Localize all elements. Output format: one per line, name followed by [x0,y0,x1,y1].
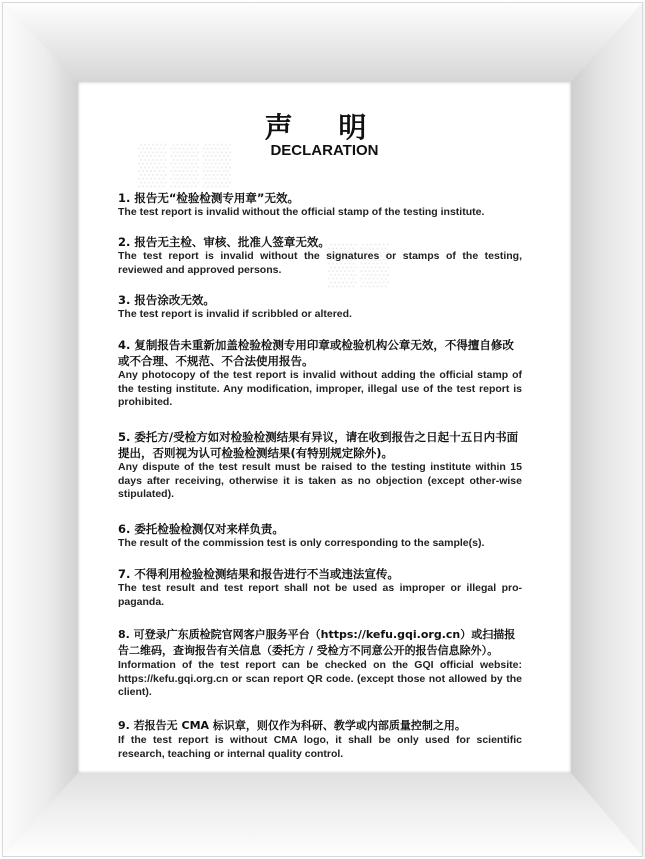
item-text-zh: 8. 可登录广东质检院官网客户服务平台（https://kefu.gqi.org.cn）或扫描报告二维码，查询报告有关信息（委托方 / 受检方不同意公开的报告信息除外）。 [118,628,516,657]
item-text-en: Information of the test report can be checked on the GQI official website: https://kefu.gqi.org.cn or scan report QR code. (except those not allowed by the client). [118,659,522,698]
item-text-zh: 3. 报告涂改无效。 [118,293,215,307]
title-chinese: 声 明 [264,111,385,144]
item-text-zh: 6. 委托检验检测仅对来样负责。 [118,522,284,536]
declaration-item [118,292,522,322]
item-text-en: The test report is invalid if scribbled or altered. [118,308,352,320]
declaration-item [118,337,522,410]
declaration-item [118,190,522,220]
declaration-document [78,82,571,773]
title-english: DECLARATION [270,142,379,159]
item-text-en: The test result and test report shall not be used as improper or illegal pro-paganda. [118,582,522,608]
item-text-zh: 5. 委托方/受检方如对检验检测结果有异议，请在收到报告之日起十五日内书面提出，否则视为认可检验检测结果(有特别规定除外)。 [118,430,519,460]
declaration-item [118,718,522,761]
item-text-en: Any dispute of the test result must be raised to the testing institute within 15 days after receiving, otherwise it is taken as no objection (except other-wise stipulated). [118,461,522,500]
item-text-en: The test report is invalid without the signatures or stamps of the testing, reviewed and approved persons. [118,250,522,276]
declaration-item [118,627,522,700]
item-text-zh: 4. 复制报告未重新加盖检验检测专用印章或检验机构公章无效，不得擅自修改或不合理、不规范、不合法使用报告。 [118,338,514,368]
item-text-en: The test report is invalid without the official stamp of the testing institute. [118,206,485,218]
background-watermark: ▒▒▒ [138,142,236,186]
item-text-zh: 2. 报告无主检、审核、批准人签章无效。 [118,235,330,249]
item-text-zh: 9. 若报告无 CMA 标识章，则仅作为科研、教学或内部质量控制之用。 [118,719,466,732]
item-text-en: Any photocopy of the test report is invalid without adding the official stamp of the testing institute. Any modification, improper, illegal use of the test report is prohibited. [118,369,522,408]
declaration-item [118,429,522,502]
item-text-en: If the test report is without CMA logo, it shall be only used for scientific research, teaching or internal quality control. [118,734,522,760]
item-text-zh: 1. 报告无“检验检测专用章”无效。 [118,191,299,205]
item-text-zh: 7. 不得利用检验检测结果和报告进行不当或违法宣传。 [118,567,399,581]
declaration-item [118,521,522,551]
item-text-en: The result of the commission test is only corresponding to the sample(s). [118,537,485,549]
declaration-item [118,566,522,609]
background-watermark: ▒▒ [328,242,393,286]
declaration-item [118,234,522,277]
